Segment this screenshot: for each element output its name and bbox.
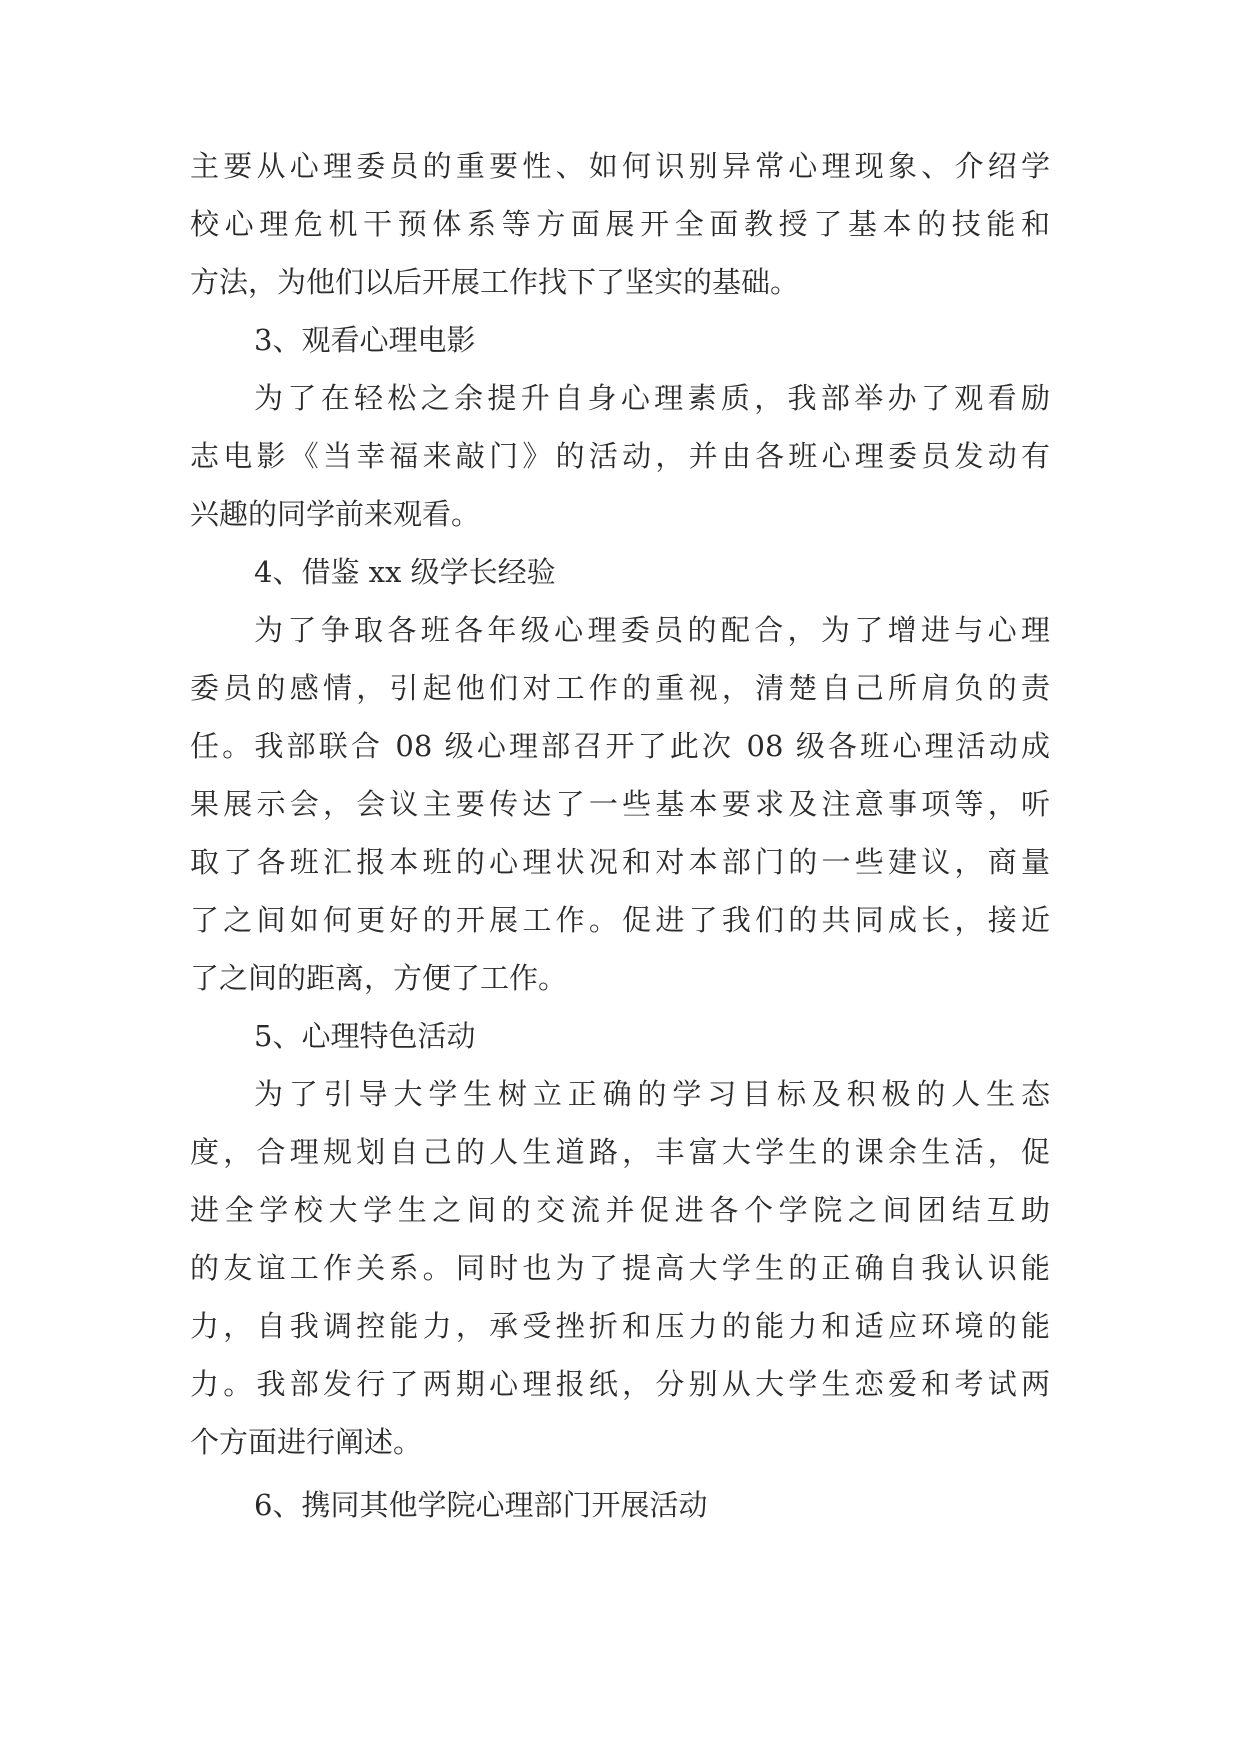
section-heading: 6、携同其他学院心理部门开展活动	[254, 1488, 708, 1522]
paragraph-first-line: 为了在轻松之余提升自身心理素质，我部举办了观看励	[254, 381, 1050, 415]
body-text-line: 度，合理规划自己的人生道路，丰富大学生的课余生活，促	[190, 1135, 1050, 1169]
body-text-line: 进全学校大学生之间的交流并促进各个学院之间团结互助	[190, 1193, 1050, 1227]
body-text-line: 取了各班汇报本班的心理状况和对本部门的一些建议，商量	[190, 845, 1050, 879]
paragraph-first-line: 为了引导大学生树立正确的学习目标及积极的人生态	[254, 1077, 1050, 1111]
body-text-line: 力。我部发行了两期心理报纸，分别从大学生恋爱和考试两	[190, 1367, 1050, 1401]
body-text-line: 委员的感情，引起他们对工作的重视，清楚自己所肩负的责	[190, 671, 1050, 705]
body-text-line: 果展示会，会议主要传达了一些基本要求及注意事项等，听	[190, 787, 1050, 821]
body-text-line: 了之间如何更好的开展工作。促进了我们的共同成长，接近	[190, 903, 1050, 937]
section-heading: 5、心理特色活动	[254, 1019, 476, 1053]
body-text-line: 任。我部联合 08 级心理部召开了此次 08 级各班心理活动成	[190, 729, 1050, 763]
section-heading: 4、借鉴 xx 级学长经验	[254, 555, 556, 589]
body-text-line: 主要从心理委员的重要性、如何识别异常心理现象、介绍学	[190, 149, 1050, 183]
section-heading: 3、观看心理电影	[254, 323, 476, 357]
body-text-line: 的友谊工作关系。同时也为了提高大学生的正确自我认识能	[190, 1251, 1050, 1285]
body-text-line: 志电影《当幸福来敲门》的活动，并由各班心理委员发动有	[190, 439, 1050, 473]
body-text-line: 力，自我调控能力，承受挫折和压力的能力和适应环境的能	[190, 1309, 1050, 1343]
body-text-line: 了之间的距离，方便了工作。	[190, 961, 568, 995]
body-text-line: 兴趣的同学前来观看。	[190, 497, 481, 531]
body-text-line: 校心理危机干预体系等方面展开全面教授了基本的技能和	[190, 207, 1050, 241]
body-text-line: 方法，为他们以后开展工作找下了坚实的基础。	[190, 265, 800, 299]
body-text-line: 个方面进行阐述。	[190, 1425, 423, 1459]
paragraph-first-line: 为了争取各班各年级心理委员的配合，为了增进与心理	[254, 613, 1050, 647]
